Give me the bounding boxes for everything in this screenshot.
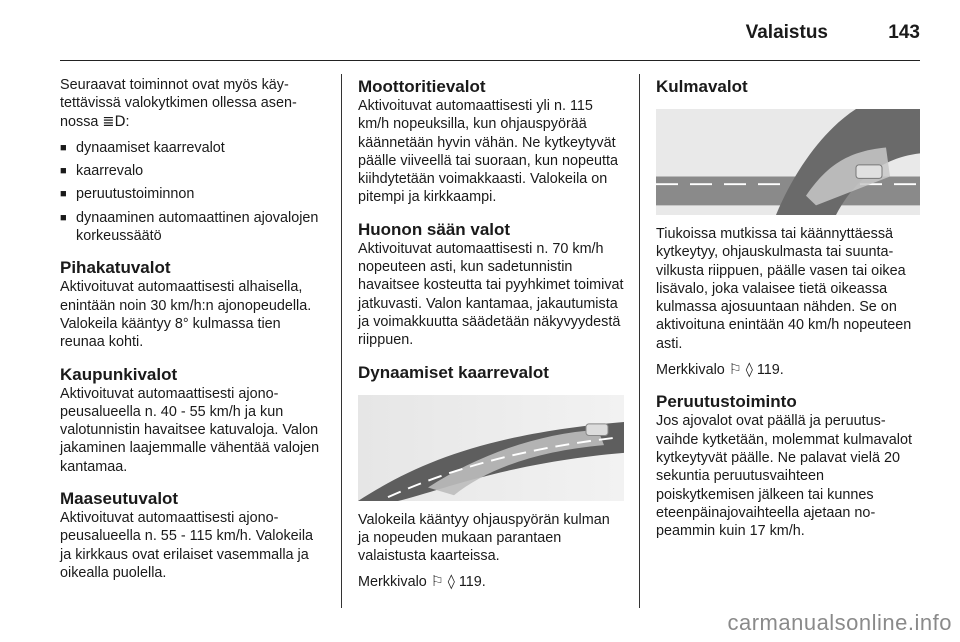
list-item: ■ dynaamiset kaarrevalot bbox=[60, 139, 326, 157]
reference-page[interactable]: 119. bbox=[458, 574, 486, 591]
section-peruutustoiminto bbox=[656, 391, 920, 540]
reference-line bbox=[358, 573, 624, 591]
section-heading: Huonon sään valot bbox=[358, 219, 511, 239]
section-body: Aktivoituvat automaattisesti alhaisella, enintään noin 30 km/h:n ajonopeudella. Valokeila kääntyy 8° kulmassa tien reunaa kohti. bbox=[60, 279, 312, 351]
intro-paragraph bbox=[60, 76, 326, 131]
section-heading: Kaupunkivalot bbox=[60, 364, 178, 384]
intro-text: Seuraavat toiminnot ovat myös käytettävissä valokytkimen ollessa asennossa bbox=[60, 77, 297, 130]
cornering-light-illustration bbox=[656, 109, 920, 215]
curve-light-illustration bbox=[358, 395, 624, 501]
reference-line bbox=[656, 361, 920, 379]
indicator-lamp-icon: ⚐ bbox=[728, 362, 742, 379]
section-body: Jos ajovalot ovat päällä ja peruutusvaihde kytketään, molemmat kulmavalot kytkeytyvät päälle. Ne palavat vielä 20 sekuntia peruutusvaihteen poiskytkemisen jälkeen tai kunnes eteenpäinajovaihteella ajetaan nopeammin kuin 17 km/h. bbox=[656, 413, 912, 540]
list-item: ■ dynaaminen automaattinen ajovalojen korkeussäätö bbox=[60, 209, 326, 246]
page-ref-arrow-icon: ◊ bbox=[447, 574, 455, 591]
section-body: Valokeila kääntyy ohjauspyörän kulman ja nopeuden mukaan parantaen valaistusta kaarteissa. bbox=[358, 511, 610, 565]
reference-label: Merkkivalo bbox=[656, 362, 725, 379]
section-heading: Moottoritievalot bbox=[358, 77, 486, 96]
watermark: carmanualsonline.info bbox=[727, 610, 952, 635]
section-heading: Maaseutuvalot bbox=[60, 489, 179, 509]
section-heading: Dynaamiset kaarrevalot bbox=[358, 362, 549, 382]
section-heading: Pihakatuvalot bbox=[60, 258, 171, 278]
section-body: Aktivoituvat automaattisesti ajonopeusalueella n. 40 - 55 km/h ja kun valotunnistin havaitsee katuvaloja. Valon jakaminen laajemmalle vähentää valojen kantamaa. bbox=[60, 385, 320, 475]
page-header bbox=[60, 14, 920, 61]
section-moottoritievalot bbox=[358, 76, 624, 207]
section-body: Aktivoituvat automaattisesti n. 70 km/h nopeuteen asti, kun sadetunnistin havaitsee kosteutta tai pyyhkimet toimivat jatkuvasti. Valon kantamaa, jakautumista ja voimakkuutta säädetään näkyvyydestä riippuen. bbox=[358, 240, 624, 349]
page-ref-arrow-icon: ◊ bbox=[745, 362, 753, 379]
section-maaseutuvalot bbox=[60, 488, 326, 582]
section-body: Aktivoituvat automaattisesti ajonopeusalueella n. 55 - 115 km/h. Valokeila ja kirkkaus ovat erilaiset vasemmalla ja oikealla puolella. bbox=[60, 510, 314, 581]
column-divider bbox=[639, 74, 640, 608]
section-heading: Kulmavalot bbox=[656, 77, 748, 96]
section-dynaamiset-kaarrevalot bbox=[358, 362, 624, 592]
section-huonon-saan-valot bbox=[358, 219, 624, 350]
column-1 bbox=[60, 76, 326, 590]
section-kaupunkivalot bbox=[60, 364, 326, 476]
section-heading: Peruutustoiminto bbox=[656, 392, 797, 412]
feature-list bbox=[60, 139, 326, 245]
headlight-auto-icon: ≣D bbox=[102, 113, 126, 130]
column-2 bbox=[358, 76, 624, 600]
column-divider bbox=[341, 74, 342, 608]
column-3 bbox=[656, 76, 920, 548]
page-title: Valaistus bbox=[745, 22, 828, 43]
list-item: ■ peruutustoiminnon bbox=[60, 185, 326, 203]
section-pihakatuvalot bbox=[60, 257, 326, 351]
section-kulmavalot bbox=[656, 76, 920, 379]
section-body: Tiukoissa mutkissa tai käännyttäessä kytkeytyy, ohjauskulmasta tai suuntavilkusta riippuen, päälle vasen tai oikea lisävalo, joka valaisee tietä oikeassa kulmassa ajosuuntaan nähden. Se on aktivoituna enintään 40 km/h nopeuteen asti. bbox=[656, 226, 912, 352]
section-body: Aktivoituvat automaattisesti yli n. 115 km/h nopeuksilla, kun ohjauspyörää käännetään hyvin vähän. Ne kytkeytyvät päälle viiveellä tai suoraan, kun nopeutta kiihdytetään voimakkaasti. Valokeila on pitempi ja kirkkaampi. bbox=[358, 98, 619, 206]
reference-page[interactable]: 119. bbox=[756, 362, 784, 379]
intro-end: : bbox=[125, 113, 130, 130]
list-item: ■ kaarrevalo bbox=[60, 162, 326, 180]
reference-label: Merkkivalo bbox=[358, 574, 427, 591]
page-number: 143 bbox=[888, 22, 920, 43]
indicator-lamp-icon: ⚐ bbox=[430, 574, 444, 591]
